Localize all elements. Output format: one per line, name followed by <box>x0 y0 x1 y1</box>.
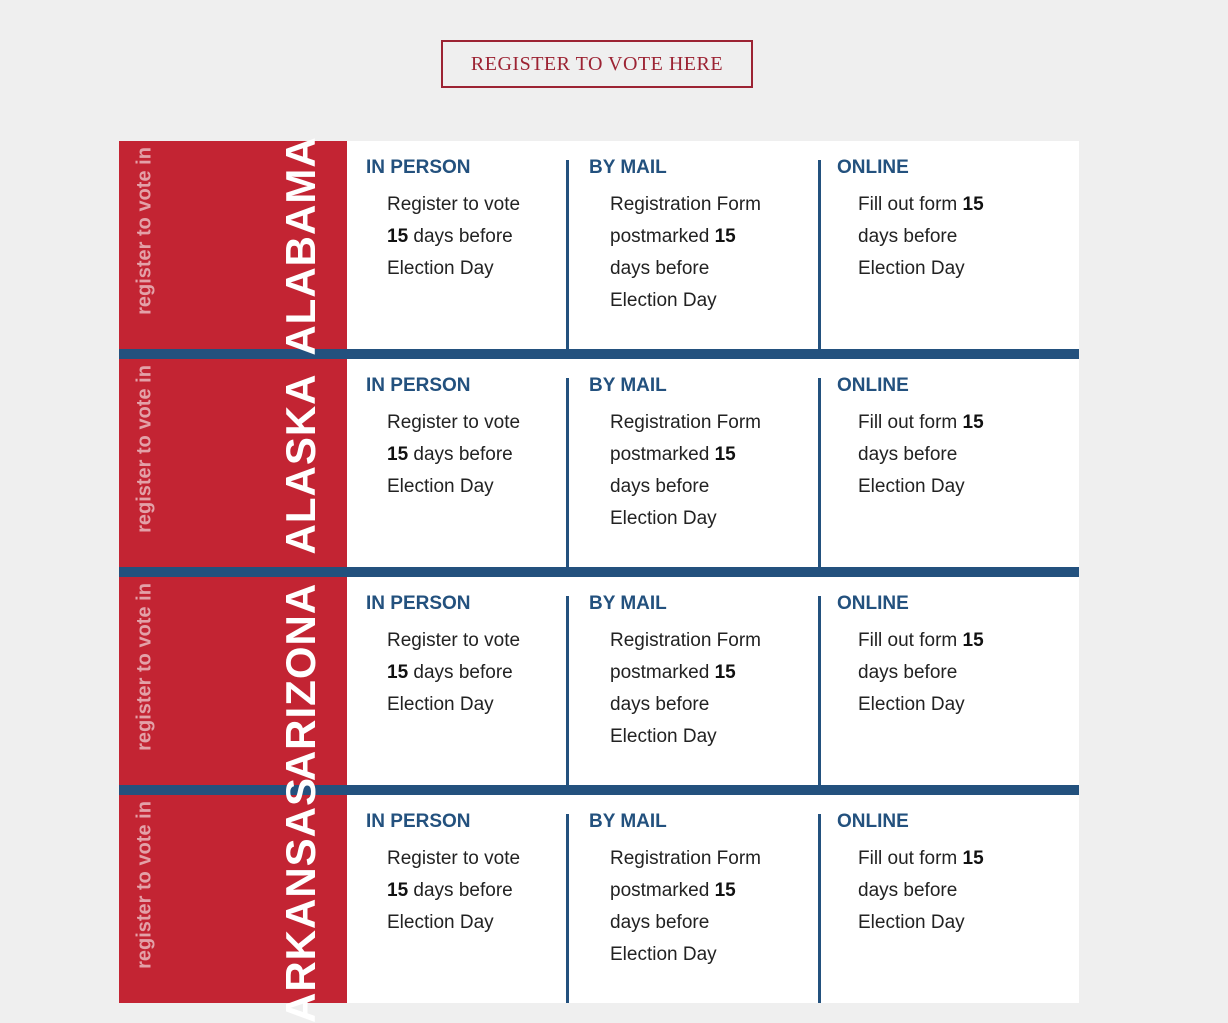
state-tagline: register to vote in <box>133 801 156 969</box>
state-name: ALASKA <box>277 373 324 555</box>
detail-line: postmarked <box>610 226 710 247</box>
days-count: 15 <box>962 848 984 869</box>
by-mail-column <box>589 359 819 567</box>
by-mail-column <box>589 577 819 785</box>
state-panel <box>119 577 347 785</box>
card-separator <box>119 785 1079 795</box>
detail-line: Election Day <box>610 508 717 529</box>
detail-line: Election Day <box>387 258 494 279</box>
registration-methods <box>347 577 1079 785</box>
detail-line: Election Day <box>610 944 717 965</box>
detail-line: days before <box>858 662 958 683</box>
detail-line: Fill out form <box>858 630 958 651</box>
in-person-title: IN PERSON <box>366 157 471 178</box>
detail-line: Fill out form <box>858 848 958 869</box>
online-title: ONLINE <box>837 593 909 614</box>
days-count: 15 <box>714 662 736 683</box>
detail-line: postmarked <box>610 444 710 465</box>
online-title: ONLINE <box>837 375 909 396</box>
detail-line: days before <box>610 694 710 715</box>
in-person-details <box>387 189 520 285</box>
in-person-column <box>366 359 566 567</box>
online-column <box>837 359 1067 567</box>
detail-line: Election Day <box>858 476 965 497</box>
online-column <box>837 141 1067 349</box>
in-person-column <box>366 141 566 349</box>
detail-line: Election Day <box>610 290 717 311</box>
state-registration-list <box>119 136 1079 1023</box>
column-divider <box>566 814 569 1003</box>
state-tagline: register to vote in <box>133 147 156 315</box>
column-divider <box>818 160 821 349</box>
column-divider <box>566 378 569 567</box>
days-count: 15 <box>962 630 984 651</box>
in-person-column <box>366 795 566 1003</box>
days-count: 15 <box>714 444 736 465</box>
online-column <box>837 795 1067 1003</box>
detail-line: Registration Form <box>610 194 761 215</box>
online-title: ONLINE <box>837 157 909 178</box>
register-to-vote-button[interactable]: REGISTER TO VOTE HERE <box>441 40 753 88</box>
detail-line: Register to vote <box>387 194 521 215</box>
detail-line: postmarked <box>610 662 710 683</box>
by-mail-title: BY MAIL <box>589 593 667 614</box>
in-person-title: IN PERSON <box>366 811 471 832</box>
state-tagline: register to vote in <box>133 583 156 751</box>
state-card <box>119 776 1079 1023</box>
detail-line: Election Day <box>610 726 717 747</box>
card-separator <box>119 567 1079 577</box>
by-mail-title: BY MAIL <box>589 157 667 178</box>
detail-line: Election Day <box>858 258 965 279</box>
detail-line: Fill out form <box>858 412 958 433</box>
state-name: ARKANSAS <box>277 776 324 1023</box>
days-count: 15 <box>962 412 984 433</box>
state-name: ALABAMA <box>277 136 324 356</box>
detail-line: Registration Form <box>610 630 761 651</box>
state-card <box>119 577 1079 785</box>
detail-line: days before <box>610 258 710 279</box>
state-panel <box>119 776 347 1023</box>
detail-line: Fill out form <box>858 194 958 215</box>
column-divider <box>566 160 569 349</box>
detail-line: days before <box>610 476 710 497</box>
online-title: ONLINE <box>837 811 909 832</box>
days-count: 15 <box>714 880 736 901</box>
by-mail-title: BY MAIL <box>589 375 667 396</box>
by-mail-column <box>589 141 819 349</box>
by-mail-title: BY MAIL <box>589 811 667 832</box>
registration-methods <box>347 359 1079 567</box>
in-person-details <box>387 843 520 939</box>
detail-line: Election Day <box>387 912 494 933</box>
card-separator <box>119 349 1079 359</box>
detail-line: days before <box>413 226 513 247</box>
state-card <box>119 359 1079 567</box>
days-count: 15 <box>387 662 409 683</box>
detail-line: postmarked <box>610 880 710 901</box>
detail-line: Election Day <box>858 912 965 933</box>
column-divider <box>818 596 821 785</box>
column-divider <box>566 596 569 785</box>
online-details <box>858 625 984 721</box>
by-mail-details <box>610 189 761 317</box>
registration-methods <box>347 141 1079 349</box>
detail-line: Registration Form <box>610 412 761 433</box>
days-count: 15 <box>714 226 736 247</box>
detail-line: Election Day <box>858 694 965 715</box>
state-panel <box>119 136 347 356</box>
days-count: 15 <box>387 444 409 465</box>
by-mail-column <box>589 795 819 1003</box>
by-mail-details <box>610 407 761 535</box>
in-person-details <box>387 407 520 503</box>
in-person-details <box>387 625 520 721</box>
by-mail-details <box>610 625 761 753</box>
detail-line: days before <box>413 880 513 901</box>
registration-methods <box>347 795 1079 1003</box>
state-name: ARIZONA <box>277 582 324 782</box>
state-tagline: register to vote in <box>133 365 156 533</box>
detail-line: Election Day <box>387 476 494 497</box>
state-panel <box>119 359 347 567</box>
days-count: 15 <box>387 226 409 247</box>
in-person-title: IN PERSON <box>366 375 471 396</box>
column-divider <box>818 378 821 567</box>
detail-line: days before <box>413 444 513 465</box>
online-details <box>858 189 984 285</box>
detail-line: Register to vote <box>387 630 521 651</box>
in-person-title: IN PERSON <box>366 593 471 614</box>
column-divider <box>818 814 821 1003</box>
state-card <box>119 136 1079 356</box>
detail-line: Registration Form <box>610 848 761 869</box>
days-count: 15 <box>962 194 984 215</box>
detail-line: days before <box>413 662 513 683</box>
detail-line: days before <box>858 444 958 465</box>
detail-line: days before <box>610 912 710 933</box>
online-details <box>858 843 984 939</box>
online-details <box>858 407 984 503</box>
detail-line: Register to vote <box>387 848 521 869</box>
detail-line: Register to vote <box>387 412 521 433</box>
by-mail-details <box>610 843 761 971</box>
detail-line: Election Day <box>387 694 494 715</box>
in-person-column <box>366 577 566 785</box>
detail-line: days before <box>858 880 958 901</box>
detail-line: days before <box>858 226 958 247</box>
days-count: 15 <box>387 880 409 901</box>
online-column <box>837 577 1067 785</box>
